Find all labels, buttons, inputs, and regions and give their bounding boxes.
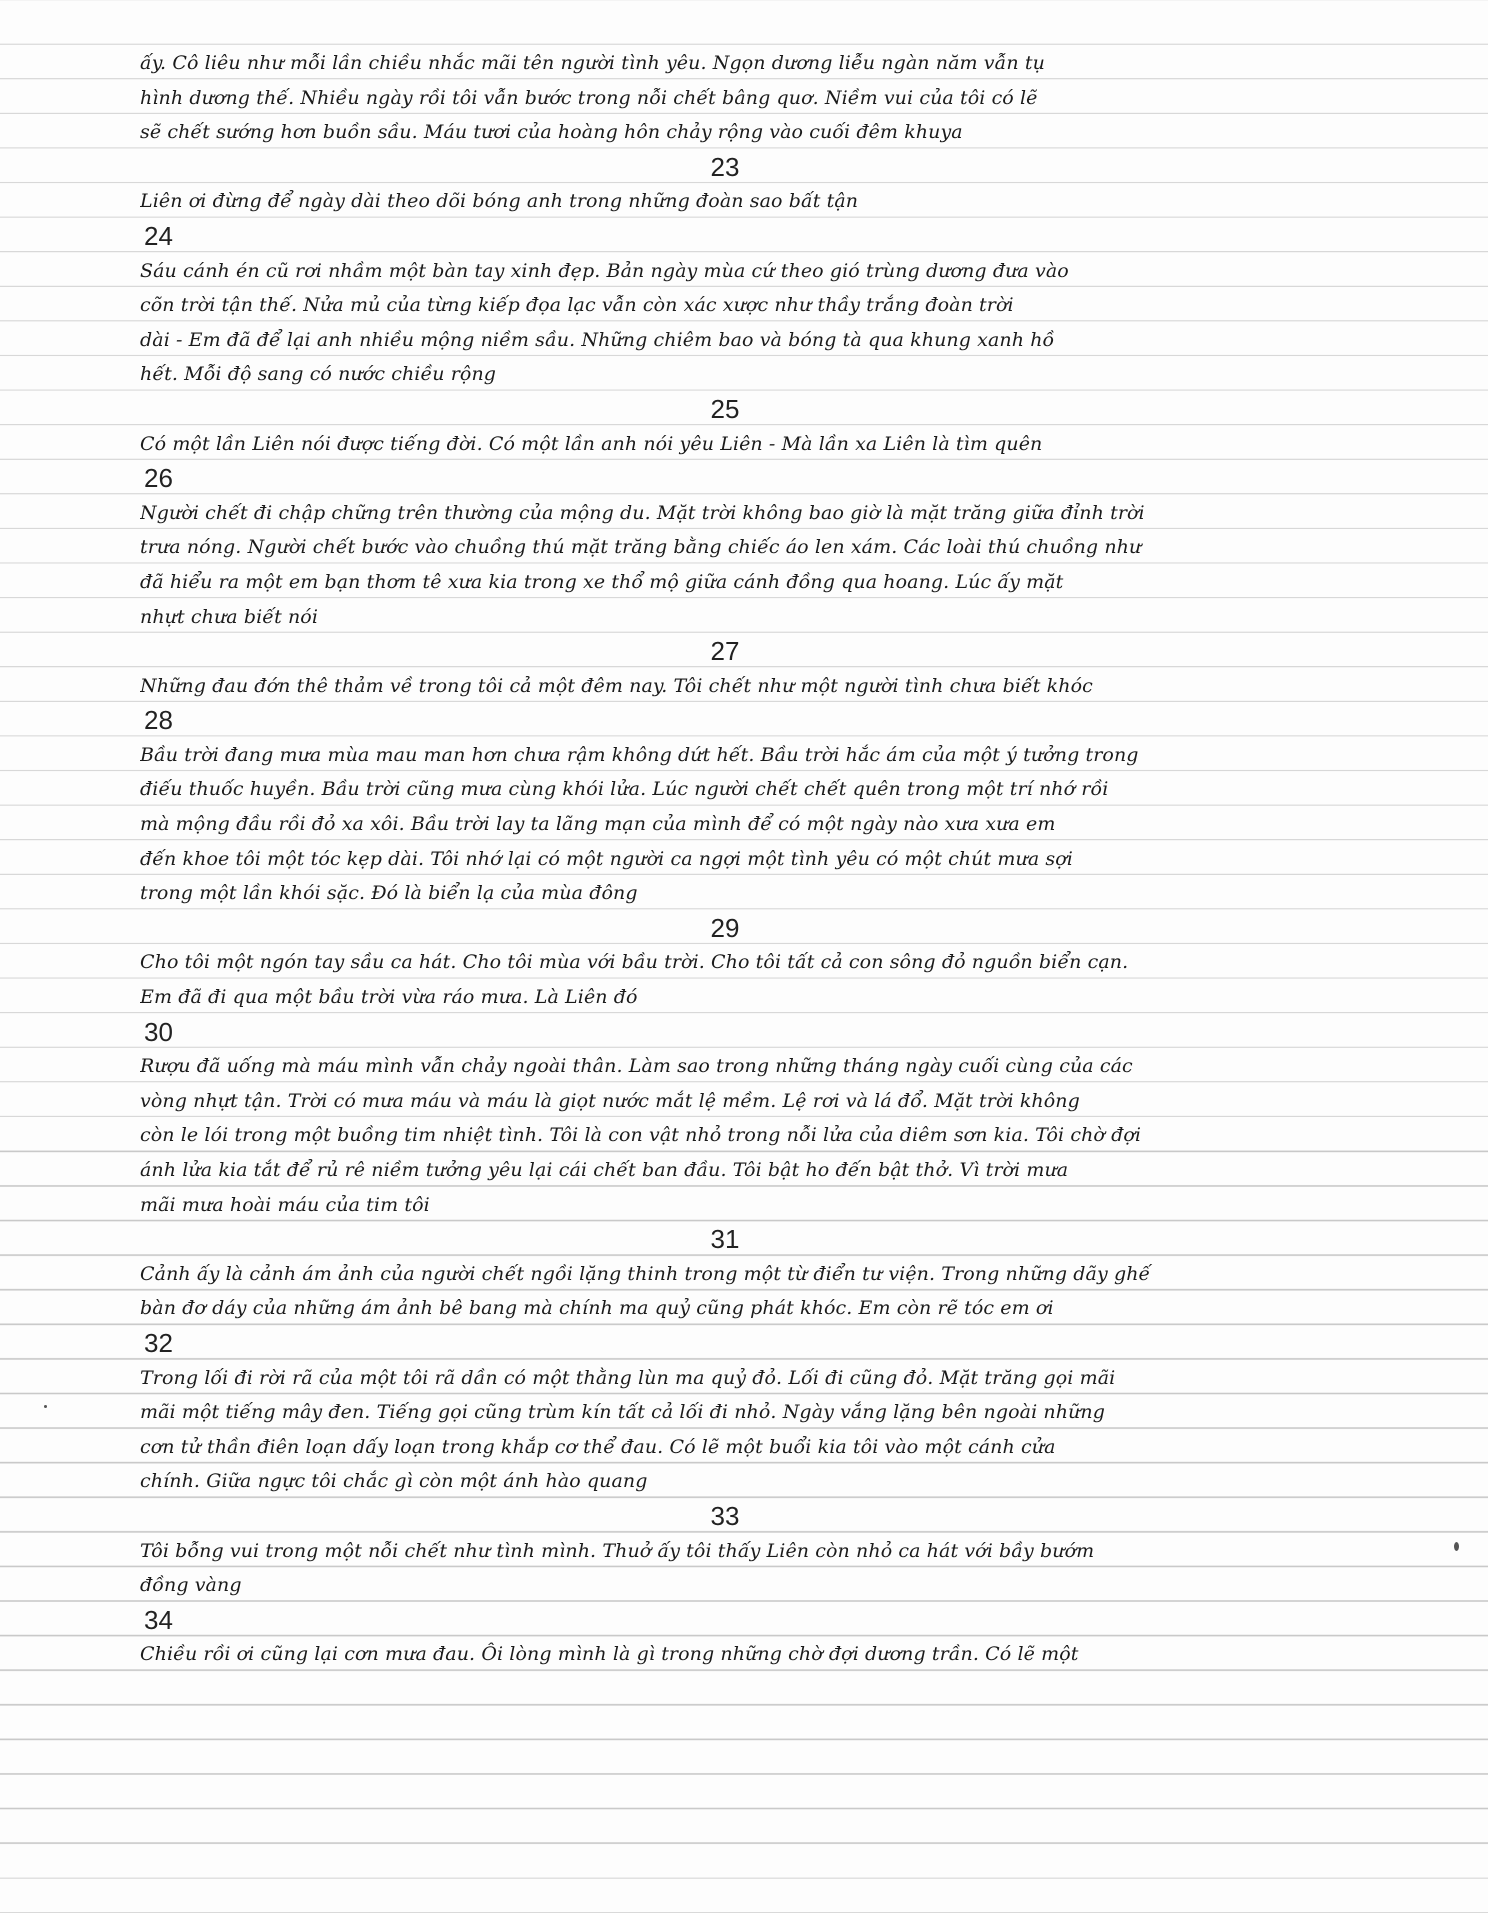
text-line: Những đau đớn thê thảm về trong tôi cả một đêm nay. Tôi chết như một người tình chưa biết khóc [140, 674, 1093, 697]
handwritten-text [140, 46, 1370, 1672]
section-number: 28 [144, 705, 174, 736]
text-line: Có một lần Liên nói được tiếng đời. Có một lần anh nói yêu Liên - Mà lần xa Liên là tìm quên [140, 432, 1043, 455]
section-number: 25 [710, 393, 740, 424]
paper-speck [44, 1405, 47, 1408]
text-line: Liên ơi đừng để ngày dài theo dõi bóng anh trong những đoàn sao bất tận [140, 190, 859, 213]
paper-speck [1454, 1542, 1459, 1551]
section-number: 24 [144, 220, 174, 251]
section-number: 23 [710, 151, 740, 182]
text-line: đã hiểu ra một em bạn thơm tê xưa kia trong xe thổ mộ giữa cánh đồng qua hoang. Lúc ấy mặt [140, 570, 1064, 593]
text-line: dài - Em đã để lại anh nhiều mộng niềm sầu. Những chiêm bao và bóng tà qua khung xanh hồ [140, 328, 1055, 351]
text-line: Chiều rồi ơi cũng lại cơn mưa đau. Ôi lòng mình là gì trong những chờ đợi dương trần. Có lẽ một [140, 1643, 1079, 1666]
text-line: trưa nóng. Người chết bước vào chuồng thú mặt trăng bằng chiếc áo len xám. Các loài thú chuồng như [140, 536, 1142, 559]
text-line: mãi mưa hoài máu của tim tôi [140, 1193, 430, 1216]
text-line: ấy. Cô liêu như mỗi lần chiều nhắc mãi tên người tình yêu. Ngọn dương liễu ngàn năm vẫn tụ [140, 52, 1045, 74]
text-line: chính. Giữa ngực tôi chắc gì còn một ánh hào quang [140, 1470, 648, 1493]
text-line: đồng vàng [140, 1574, 242, 1597]
text-line: đến khoe tôi một tóc kẹp dài. Tôi nhớ lại có một người ca ngợi một tình yêu có một chút mưa sợi [140, 847, 1073, 870]
text-line: hình dương thế. Nhiều ngày rồi tôi vẫn bước trong nỗi chết bâng quơ. Niềm vui của tôi có lẽ [140, 86, 1038, 109]
text-line: bàn đơ dáy của những ám ảnh bê bang mà chính ma quỷ cũng phát khóc. Em còn rẽ tóc em ơi [140, 1297, 1054, 1320]
section-number: 27 [710, 636, 740, 667]
section-number: 31 [710, 1224, 740, 1255]
text-line: sẽ chết sướng hơn buồn sầu. Máu tươi của hoàng hôn chảy rộng vào cuối đêm khuya [140, 121, 963, 144]
section-number: 34 [144, 1604, 174, 1635]
text-line: Cho tôi một ngón tay sầu ca hát. Cho tôi mùa với bầu trời. Cho tôi tất cả con sông đỏ nguồn biển cạn. [140, 951, 1129, 974]
text-line: cõn trời tận thế. Nửa mủ của từng kiếp đọa lạc vẫn còn xác xược như thầy trắng đoàn trời [140, 294, 1014, 317]
text-line: điếu thuốc huyền. Bầu trời cũng mưa cùng khói lửa. Lúc người chết chết quên trong một trí nhớ rồi [140, 778, 1109, 801]
text-line: cơn tử thần điên loạn dấy loạn trong khắp cơ thể đau. Có lẽ một buổi kia tôi vào một cánh cửa [140, 1435, 1056, 1458]
text-line: Tôi bỗng vui trong một nỗi chết như tình mình. Thuở ấy tôi thấy Liên còn nhỏ ca hát với bầy bướm [140, 1539, 1095, 1562]
text-line: Trong lối đi rời rã của một tôi rã dần có một thằng lùn ma quỷ đỏ. Lối đi cũng đỏ. Mặt trăng gọi mãi [140, 1366, 1116, 1389]
section-number: 29 [710, 912, 740, 943]
text-line: mãi một tiếng mây đen. Tiếng gọi cũng trùm kín tất cả lối đi nhỏ. Ngày vắng lặng bên ngoài những [140, 1401, 1106, 1424]
text-line: trong một lần khói sặc. Đó là biển lạ của mùa đông [140, 882, 638, 905]
section-number: 26 [144, 463, 174, 494]
text-line: hết. Mỗi độ sang có nước chiều rộng [140, 363, 497, 386]
section-number: 32 [144, 1327, 174, 1358]
text-line: nhựt chưa biết nói [140, 605, 319, 628]
section-number: 33 [710, 1500, 740, 1531]
text-line: Bầu trời đang mưa mùa mau man hơn chưa rậm không dứt hết. Bầu trời hắc ám của một ý tưởng trong [140, 743, 1139, 766]
text-line: vòng nhựt tận. Trời có mưa máu và máu là giọt nước mắt lệ mềm. Lệ rơi và lá đổ. Mặt trời không [140, 1089, 1080, 1112]
text-line: Rượu đã uống mà máu mình vẫn chảy ngoài thân. Làm sao trong những tháng ngày cuối cùng của các [140, 1055, 1133, 1078]
text-line: Cảnh ấy là cảnh ám ảnh của người chết ngồi lặng thinh trong một từ điển tư viện. Trong những dãy ghế [140, 1262, 1151, 1285]
text-line: mà mộng đầu rồi đỏ xa xôi. Bầu trời lay ta lãng mạn của mình để có một ngày nào xưa xưa em [140, 813, 1056, 836]
text-line: Em đã đi qua một bầu trời vừa ráo mưa. Là Liên đó [140, 986, 638, 1009]
text-line: còn le lói trong một buồng tim nhiệt tình. Tôi là con vật nhỏ trong nỗi lửa của diêm sơn kia. Tôi chờ đợi [140, 1124, 1142, 1147]
section-number: 30 [144, 1016, 174, 1047]
text-line: Sáu cánh én cũ rơi nhầm một bàn tay xinh đẹp. Bản ngày mùa cứ theo gió trùng dương đưa vào [140, 259, 1069, 282]
text-line: ánh lửa kia tắt để rủ rê niềm tưởng yêu lại cái chết ban đầu. Tôi bật ho đến bật thở. Vì trời mưa [140, 1159, 1069, 1181]
text-line: Người chết đi chập chững trên thường của mộng du. Mặt trời không bao giờ là mặt trăng giữa đỉnh trời [140, 501, 1145, 524]
